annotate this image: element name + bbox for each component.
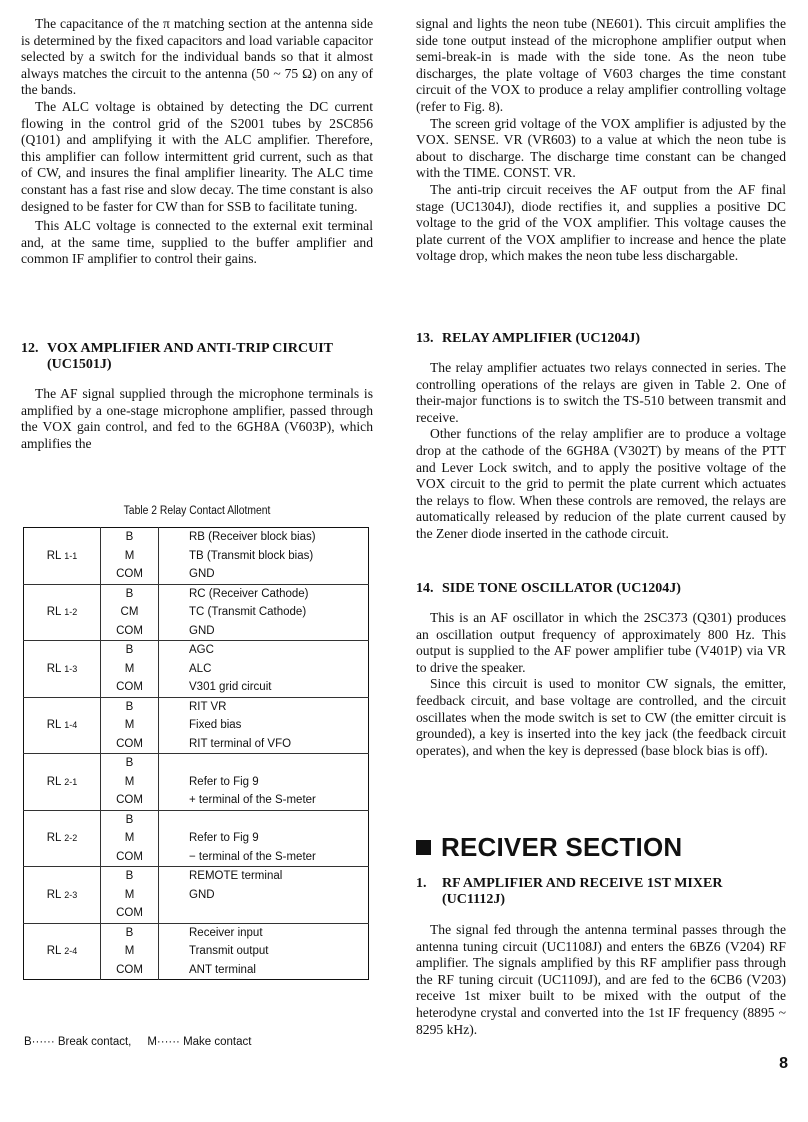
- table-row: [24, 528, 369, 547]
- relay-name: [24, 923, 101, 980]
- right-column-top: [416, 16, 786, 265]
- relay-number: 2-3: [64, 889, 78, 900]
- contact-type: B: [101, 754, 159, 773]
- paragraph: The ALC voltage is obtained by detecting the DC current flowing in the control grid of the S2001 tubes by 2SC856 (Q101) and amplifying it with the ALC amplifier. Therefore, this amplifier can follow intermittent grid current, such as that of CW, and insures the final amplifier linearity. The ALC time constant has a fast rise and slow decay. The time constant is also designed to be faster for CW than for SSB to facilitate tuning.: [21, 98, 373, 214]
- relay-label: RL: [46, 832, 62, 844]
- relay-label: RL: [46, 606, 62, 618]
- contact-function: [159, 904, 369, 923]
- section-number: 14.: [416, 581, 434, 596]
- contact-type: B: [101, 697, 159, 716]
- paragraph: Other functions of the relay amplifier are to produce a voltage drop at the cathode of the 6GH8A (V302T) by means of the PTT and Lever Lock switch, and to apply the positive voltage of the VOX circuit to the grid to permit the plate current which actuates the relays to flow. When these controls are removed, the relays are automatically released by reducion of the plate current caused by the Zener diode inserted in the cathode circuit.: [416, 426, 786, 541]
- paragraph: This ALC voltage is connected to the external exit terminal and, at the same time, supplied to the buffer amplifier and common IF amplifier to control their gains.: [21, 218, 373, 267]
- relay-label: RL: [46, 719, 62, 731]
- table-row: [24, 697, 369, 716]
- contact-type: COM: [101, 735, 159, 754]
- contact-function: V301 grid circuit: [189, 681, 272, 693]
- table-caption: Table 2 Relay Contact Allotment: [123, 505, 271, 517]
- contact-type: B: [101, 810, 159, 829]
- relay-name: [24, 641, 101, 698]
- contact-function: + terminal of the S-meter: [189, 794, 316, 806]
- contact-type: COM: [101, 791, 159, 810]
- contact-function: ALC: [189, 662, 212, 675]
- relay-number: 2-2: [64, 833, 78, 843]
- section-number: 12.: [21, 341, 39, 356]
- table-row: [24, 754, 369, 773]
- contact-type: COM: [101, 678, 159, 697]
- contact-type: COM: [101, 961, 159, 980]
- paragraph: signal and lights the neon tube (NE601). This circuit amplifies the side tone output instead of the microphone amplifier output when semi-break-in is made with the side tone. As the neon tube discharges, the plate voltage of V603 charges the time constant circuit of the VOX to produce a relay amplifier controlling voltage (refer to Fig. 8).: [416, 16, 786, 114]
- bullet-square-icon: [416, 840, 431, 855]
- contact-type: B: [101, 867, 159, 886]
- section-number: 13.: [416, 331, 434, 346]
- paragraph: Since this circuit is used to monitor CW signals, the emitter, feedback circuit, and base voltage are controlled, and the circuit oscillates when the mode switch is set to CW (the emitter circuit is grounded), a key is inserted into the key jack (the feedback circuit operates), and when the key is depressed (base block bias is off).: [416, 676, 786, 758]
- relay-number: 1-4: [64, 720, 78, 730]
- section-13: [416, 331, 786, 543]
- relay-number: 2-4: [64, 946, 78, 956]
- section-1: [416, 876, 786, 1038]
- contact-type: M: [101, 660, 159, 679]
- table-row: [24, 810, 369, 829]
- relay-name: [24, 528, 101, 585]
- paragraph: The relay amplifier actuates two relays connected in series. The controlling operations of the relays are given in Table 2. One of their-major functions is to switch the TS-510 between transmit and receive.: [416, 360, 786, 425]
- relay-name: [24, 584, 101, 641]
- contact-type: B: [101, 528, 159, 547]
- contact-type: COM: [101, 848, 159, 867]
- paragraph: The anti-trip circuit receives the AF output from the AF final stage (UC1304J), diode rectifies it, and supplies a positive DC voltage to the grid of the VOX amplifier. This voltage causes the plate current of the VOX amplifier to increase and hence the plate voltage drop, which makes the neon tube less dischargable.: [416, 181, 786, 264]
- table-row: [24, 923, 369, 942]
- section-heading: [416, 331, 786, 347]
- contact-type: M: [101, 886, 159, 905]
- contact-type: M: [101, 773, 159, 792]
- relay-label: RL: [46, 549, 62, 562]
- relay-name: [24, 810, 101, 867]
- contact-type: M: [101, 829, 159, 848]
- paragraph: The AF signal supplied through the microphone terminals is amplified by a one-stage microphone amplifier, passed through the VOX gain control, and fed to the 6GH8A (V603P), which amplifies the: [21, 386, 373, 451]
- contact-function: Refer to Fig 9: [189, 832, 259, 844]
- receiver-section-heading: [416, 832, 786, 863]
- relay-number: 1-2: [64, 607, 78, 617]
- section-14: [416, 581, 786, 759]
- contact-function: AGC: [159, 641, 369, 660]
- left-column-top: [21, 16, 373, 268]
- relay-label: RL: [46, 945, 62, 957]
- relay-label: RL: [46, 662, 62, 675]
- section-title: RF AMPLIFIER AND RECEIVE 1ST MIXER (UC1112J): [442, 876, 723, 907]
- contact-function: − terminal of the S-meter: [189, 850, 316, 863]
- contact-type: B: [101, 584, 159, 603]
- contact-function: Receiver input: [159, 923, 369, 942]
- table-row: [24, 584, 369, 603]
- relay-number: 1-1: [64, 550, 78, 561]
- contact-function: ANT terminal: [189, 963, 256, 976]
- section-heading: [416, 876, 786, 908]
- contact-type: COM: [101, 904, 159, 923]
- relay-label: RL: [46, 888, 62, 901]
- contact-function: RB (Receiver block bias): [189, 531, 316, 543]
- relay-number: 1-3: [64, 663, 78, 674]
- paragraph: The capacitance of the π matching section at the antenna side is determined by the fixed capacitors and load variable capacitor selected by a switch for the individual bands so that it almost always matches the circuit to the antenna (50 ~ 75 Ω) on any of the bands.: [21, 16, 373, 98]
- contact-function: GND: [189, 624, 215, 637]
- contact-function: [159, 810, 369, 829]
- contact-type: COM: [101, 622, 159, 641]
- contact-type: M: [101, 942, 159, 961]
- section-number: 1.: [416, 876, 427, 891]
- section-title: VOX AMPLIFIER AND ANTI-TRIP CIRCUIT (UC1501J): [47, 341, 333, 372]
- contact-function: RC (Receiver Cathode): [159, 584, 369, 603]
- relay-label: RL: [46, 775, 62, 788]
- contact-type: COM: [101, 565, 159, 584]
- table-row: [24, 641, 369, 660]
- contact-function: TC (Transmit Cathode): [189, 606, 307, 618]
- contact-function: TB (Transmit block bias): [189, 549, 314, 562]
- contact-function: GND: [189, 568, 215, 580]
- relay-contact-table: [23, 527, 369, 980]
- table-legend: B······ Break contact, M······ Make contact: [24, 1036, 252, 1048]
- contact-type: B: [101, 641, 159, 660]
- relay-name: [24, 697, 101, 754]
- relay-name: [24, 754, 101, 811]
- paragraph: This is an AF oscillator in which the 2SC373 (Q301) produces an oscillation output frequency of approximately 800 Hz. This output is supplied to the AF power amplifier tube (V401P) via VR to drive the speaker.: [416, 610, 786, 675]
- table-row: [24, 867, 369, 886]
- section-heading: [21, 341, 373, 373]
- contact-function: Refer to Fig 9: [189, 775, 259, 788]
- section-title: SIDE TONE OSCILLATOR (UC1204J): [442, 581, 681, 596]
- contact-type: CM: [101, 603, 159, 622]
- page-number: 8: [779, 1055, 788, 1072]
- contact-type: M: [101, 547, 159, 566]
- contact-function: Fixed bias: [189, 719, 242, 731]
- major-heading: RECIVER SECTION: [441, 832, 683, 862]
- contact-type: B: [101, 923, 159, 942]
- relay-number: 2-1: [64, 776, 78, 787]
- section-12: [21, 341, 373, 452]
- contact-function: Transmit output: [189, 945, 269, 957]
- paragraph: The signal fed through the antenna terminal passes through the antenna tuning circuit (UC1108J) and enters the 6BZ6 (V204) RF amplifier. The signals amplified by this RF amplifier pass through the RF tuning circuit (UC1109J), and are fed to the 6CB6 (V203) receive 1st mixer built to be mixed with the output of the heterodyne crystal and converted into the 1st IF frequency (8895 ~ 8295 kHz).: [416, 922, 786, 1037]
- contact-type: M: [101, 716, 159, 735]
- contact-function: [159, 754, 369, 773]
- section-heading: [416, 581, 786, 597]
- contact-function: RIT terminal of VFO: [189, 737, 292, 750]
- contact-function: REMOTE terminal: [159, 867, 369, 886]
- relay-name: [24, 867, 101, 924]
- contact-function: GND: [189, 888, 215, 901]
- contact-function: RIT VR: [159, 697, 369, 716]
- paragraph: The screen grid voltage of the VOX amplifier is adjusted by the VOX. SENSE. VR (VR603) to a value at which the neon tube is about to discharge. The discharge time constant can be changed with the TIME. CONST. VR.: [416, 115, 786, 181]
- section-title: RELAY AMPLIFIER (UC1204J): [442, 331, 641, 346]
